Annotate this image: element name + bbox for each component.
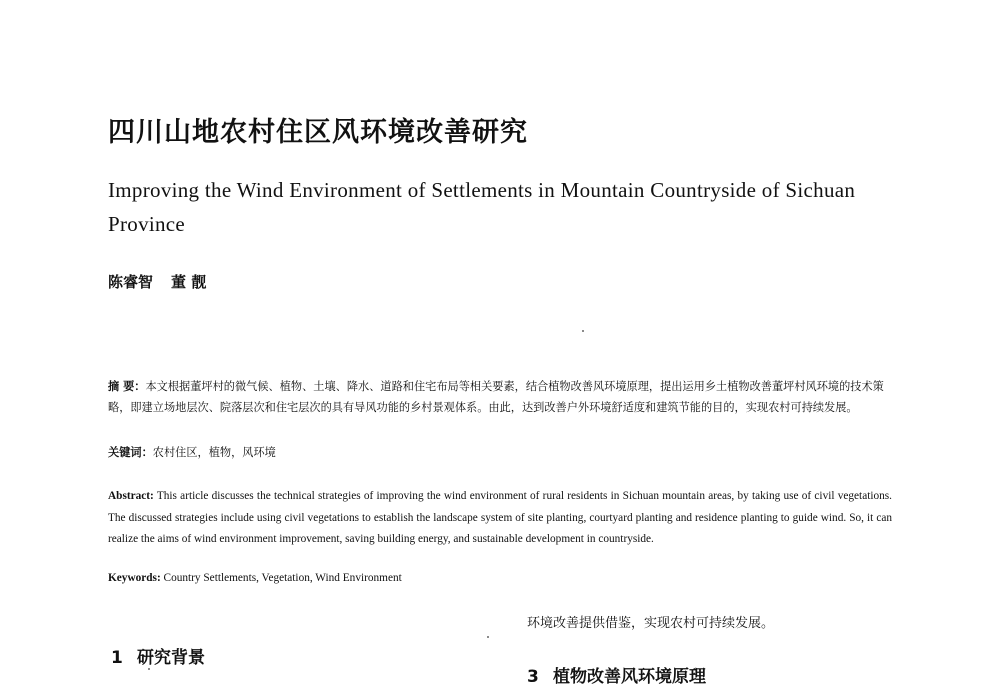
author-name: 董 靓 bbox=[171, 273, 207, 291]
abstract-cn-text: 本文根据董坪村的微气候、植物、土壤、降水、道路和住宅布局等相关要素，结合植物改善风环境原理，提出运用乡土植物改善董坪村风环境的技术策略，即建立场地层次、院落层次和住宅层次的具有导风功能的乡村景观体系。由此，达到改善户外环境舒适度和建筑节能的目的，实现农村可持续发展。 bbox=[108, 380, 884, 414]
body-text-right-column: 环境改善提供借鉴，实现农村可持续发展。 bbox=[527, 616, 775, 631]
section-title: 植物改善风环境原理 bbox=[553, 667, 706, 687]
abstract-en-label: Abstract: bbox=[108, 490, 154, 502]
scan-speck bbox=[582, 330, 584, 332]
abstract-cn-label: 摘 要： bbox=[108, 380, 146, 393]
abstract-cn bbox=[108, 376, 893, 418]
section-number: 3 bbox=[527, 667, 539, 687]
abstract-en bbox=[108, 486, 892, 551]
paper-title-en: Improving the Wind Environment of Settlements in Mountain Countryside of Sichuan Province bbox=[108, 178, 856, 236]
keywords-cn bbox=[108, 444, 893, 462]
scan-speck bbox=[487, 636, 489, 638]
keywords-en bbox=[108, 570, 892, 586]
section-title: 研究背景 bbox=[137, 648, 205, 668]
abstract-en-text: This article discusses the technical strategies of improving the wind environment of rural residents in Sichuan mountain areas, by taking use of civil vegetations. The discussed strategies include using civil vegetations to establish the landscape system of site planting, courtyard planting and residence planting to guide wind. So, it can realize the aims of wind environment improvement, saving building energy, and sustainable development in countryside. bbox=[108, 490, 893, 545]
scan-speck bbox=[148, 668, 150, 670]
section-number: 1 bbox=[111, 648, 123, 668]
keywords-cn-text: 农村住区，植物，风环境 bbox=[152, 446, 276, 459]
section-heading-3 bbox=[527, 662, 706, 687]
keywords-en-text: Country Settlements, Vegetation, Wind Environment bbox=[163, 572, 402, 584]
author-name: 陈睿智 bbox=[108, 273, 154, 291]
keywords-en-label: Keywords: bbox=[108, 572, 161, 584]
paper-title-cn: 四川山地农村住区风环境改善研究 bbox=[108, 117, 528, 148]
keywords-cn-label: 关键词： bbox=[108, 446, 153, 459]
author-list bbox=[108, 271, 206, 292]
section-heading-1 bbox=[111, 643, 205, 668]
